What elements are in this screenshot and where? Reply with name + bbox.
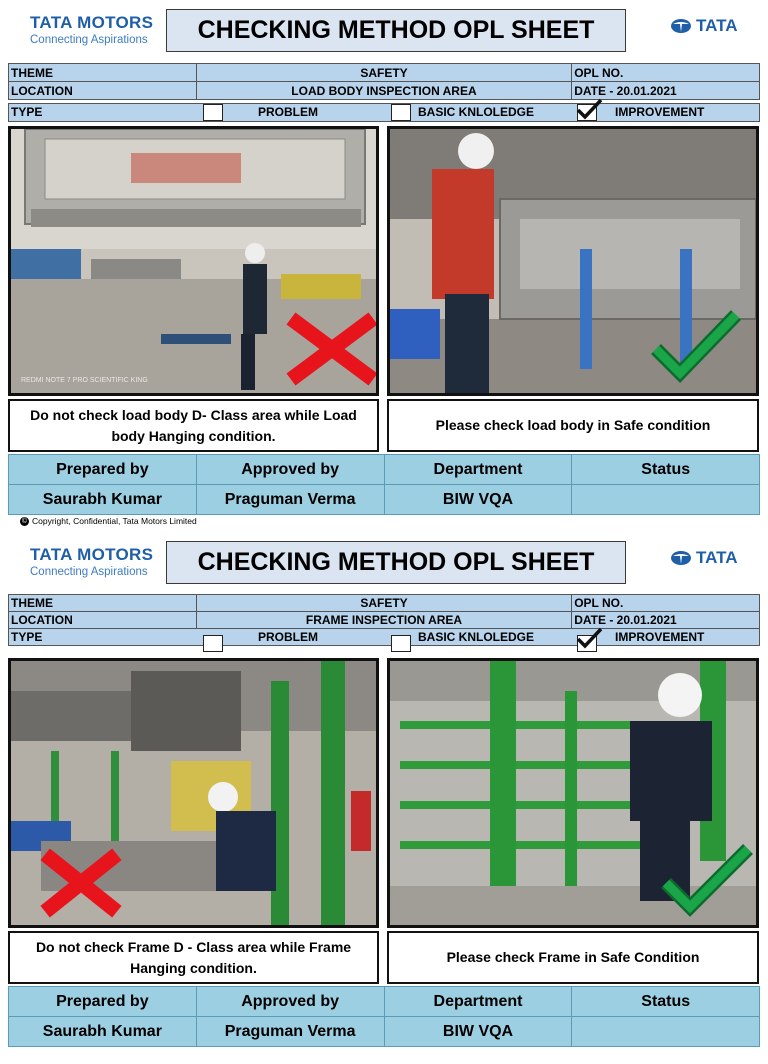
approval-table xyxy=(8,454,760,515)
type-row xyxy=(8,628,760,646)
frame-safe-photo xyxy=(390,661,756,925)
approved-by-header: Approved by xyxy=(196,455,384,485)
type-option-problem: PROBLEM xyxy=(258,630,318,644)
location-label: LOCATION xyxy=(9,82,197,100)
problem-checkbox[interactable] xyxy=(203,104,223,121)
approved-by-value: Praguman Verma xyxy=(196,1017,384,1047)
type-label: TYPE xyxy=(11,630,43,644)
status-header: Status xyxy=(572,455,760,485)
type-label: TYPE xyxy=(11,105,43,119)
checkmark-icon xyxy=(575,627,603,649)
type-option-improvement: IMPROVEMENT xyxy=(615,630,705,644)
department-value: BIW VQA xyxy=(384,485,572,515)
tata-logo xyxy=(670,16,738,36)
sheet-title: CHECKING METHOD OPL SHEET xyxy=(197,548,595,576)
sheet-title-box xyxy=(166,9,626,52)
department-value: BIW VQA xyxy=(384,1017,572,1047)
wrong-method-photo xyxy=(8,126,379,396)
wrong-method-caption: Do not check Frame D - Class area while Frame Hanging condition. xyxy=(8,931,379,984)
logo-tagline: Connecting Aspirations xyxy=(30,566,148,578)
theme-label: THEME xyxy=(9,64,197,82)
wrong-method-photo xyxy=(8,658,379,928)
basic-knowledge-checkbox[interactable] xyxy=(391,635,411,652)
date-label: DATE - 20.01.2021 xyxy=(572,82,760,100)
logo-brand-text: TATA MOTORS xyxy=(30,545,154,564)
tata-logo xyxy=(670,548,738,568)
logo-brand-text: TATA MOTORS xyxy=(30,13,154,32)
status-header: Status xyxy=(572,987,760,1017)
type-option-improvement: IMPROVEMENT xyxy=(615,105,705,119)
right-method-caption: Please check load body in Safe condition xyxy=(387,399,759,452)
department-header: Department xyxy=(384,455,572,485)
problem-checkbox[interactable] xyxy=(203,635,223,652)
opl-number-label: OPL NO. xyxy=(572,595,760,612)
type-option-problem: PROBLEM xyxy=(258,105,318,119)
tata-motors-logo xyxy=(30,546,160,580)
prepared-by-value: Saurabh Kumar xyxy=(9,1017,197,1047)
theme-label: THEME xyxy=(9,595,197,612)
copyright-text: Copyright, Confidential, Tata Motors Limited xyxy=(32,516,197,526)
tata-logo-text: TATA xyxy=(696,548,738,567)
tata-logo-text: TATA xyxy=(696,16,738,35)
prepared-by-header: Prepared by xyxy=(9,455,197,485)
approved-by-value: Praguman Verma xyxy=(196,485,384,515)
load-body-safe-photo xyxy=(390,129,756,393)
logo-tagline: Connecting Aspirations xyxy=(30,34,148,46)
checkmark-icon xyxy=(575,98,603,120)
info-table xyxy=(8,63,760,100)
opl-sheet-frame xyxy=(0,532,768,1064)
tata-emblem-icon xyxy=(670,18,692,34)
status-value xyxy=(572,1017,760,1047)
tata-motors-logo xyxy=(30,14,160,48)
load-body-hanging-photo xyxy=(11,129,376,393)
sheet-title-box xyxy=(166,541,626,584)
location-value: FRAME INSPECTION AREA xyxy=(196,612,571,629)
sheet-header xyxy=(0,0,768,62)
approval-table xyxy=(8,986,760,1047)
basic-knowledge-checkbox[interactable] xyxy=(391,104,411,121)
status-value xyxy=(572,485,760,515)
prepared-by-value: Saurabh Kumar xyxy=(9,485,197,515)
theme-value: SAFETY xyxy=(196,595,571,612)
sheet-title: CHECKING METHOD OPL SHEET xyxy=(197,16,595,44)
date-label: DATE - 20.01.2021 xyxy=(572,612,760,629)
opl-number-label: OPL NO. xyxy=(572,64,760,82)
type-row xyxy=(8,103,760,122)
location-label: LOCATION xyxy=(9,612,197,629)
wrong-method-caption: Do not check load body D- Class area while Load body Hanging condition. xyxy=(8,399,379,452)
type-option-basic-knowledge: BASIC KNLOLEDGE xyxy=(418,630,535,644)
frame-hanging-photo xyxy=(11,661,376,925)
right-method-caption: Please check Frame in Safe Condition xyxy=(387,931,759,984)
info-table xyxy=(8,594,760,629)
right-method-photo xyxy=(387,126,759,396)
tata-emblem-icon xyxy=(670,550,692,566)
sheet-header xyxy=(0,532,768,594)
copyright-line xyxy=(20,516,197,526)
copyright-icon: © xyxy=(21,517,28,525)
location-value: LOAD BODY INSPECTION AREA xyxy=(196,82,571,100)
department-header: Department xyxy=(384,987,572,1017)
theme-value: SAFETY xyxy=(196,64,571,82)
prepared-by-header: Prepared by xyxy=(9,987,197,1017)
type-option-basic-knowledge: BASIC KNLOLEDGE xyxy=(418,105,535,119)
right-method-photo xyxy=(387,658,759,928)
photo-watermark: REDMI NOTE 7 PRO SCIENTIFIC KING xyxy=(21,377,148,384)
approved-by-header: Approved by xyxy=(196,987,384,1017)
